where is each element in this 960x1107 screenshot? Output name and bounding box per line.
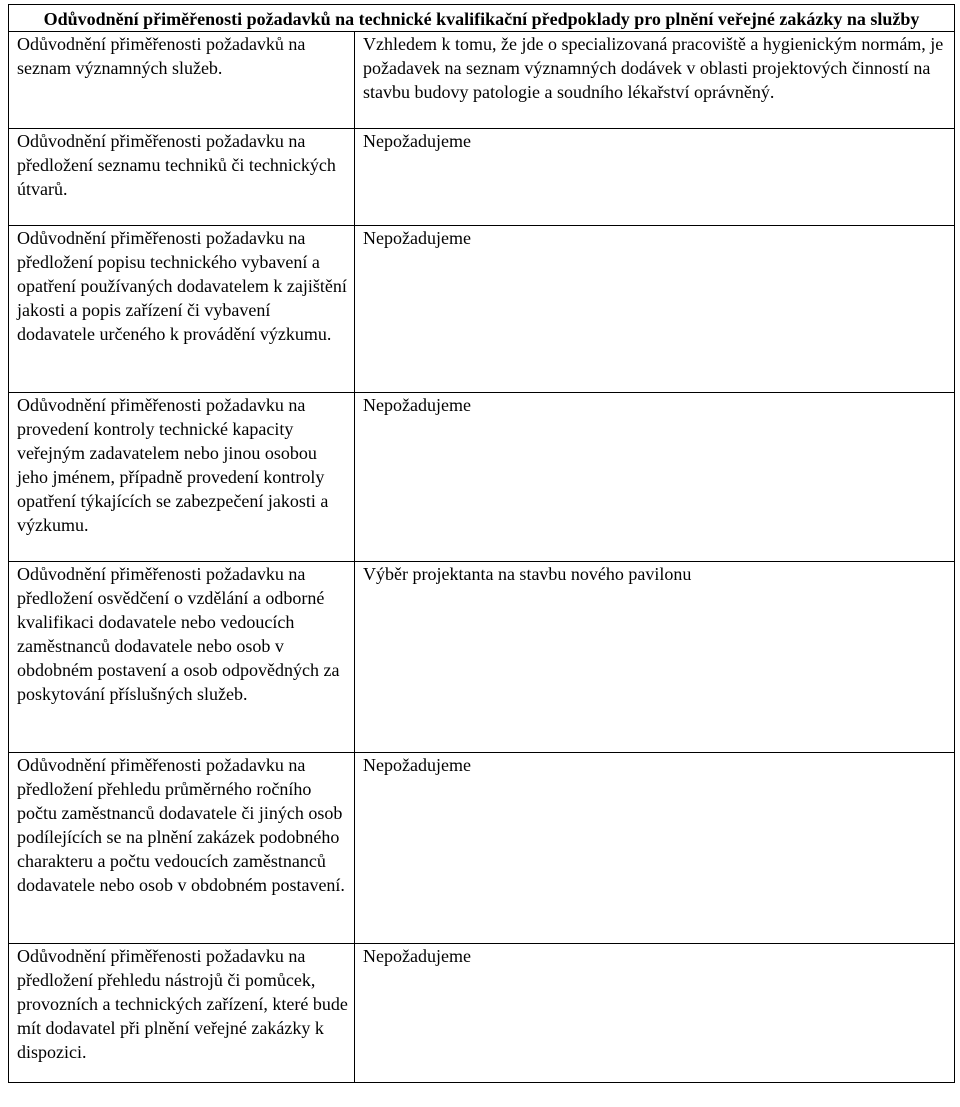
justification-label: Odůvodnění přiměřenosti požadavku na předložení seznamu techniků či technických útvarů. [9, 129, 355, 226]
table-row [9, 226, 955, 393]
justification-value: Nepožadujeme [355, 753, 955, 944]
justification-label: Odůvodnění přiměřenosti požadavku na předložení popisu technického vybavení a opatření používaných dodavatelem k zajištění jakosti a popis zařízení či vybavení dodavatele určeného k provádění výzkumu. [9, 226, 355, 393]
justification-label: Odůvodnění přiměřenosti požadavku na předložení osvědčení o vzdělání a odborné kvalifikaci dodavatele nebo vedoucích zaměstnanců dodavatele nebo osob v obdobném postavení a osob odpovědných za poskytování příslušných služeb. [9, 562, 355, 753]
justification-label: Odůvodnění přiměřenosti požadavků na seznam významných služeb. [9, 32, 355, 129]
justification-value: Nepožadujeme [355, 393, 955, 562]
justification-value: Nepožadujeme [355, 129, 955, 226]
justification-value: Nepožadujeme [355, 226, 955, 393]
justification-label: Odůvodnění přiměřenosti požadavku na provedení kontroly technické kapacity veřejným zadavatelem nebo jinou osobou jeho jménem, případně provedení kontroly opatření týkajících se zabezpečení jakosti a výzkumu. [9, 393, 355, 562]
table-row [9, 32, 955, 129]
table-row [9, 562, 955, 753]
title-row [9, 5, 955, 32]
table-row [9, 944, 955, 1083]
justification-label: Odůvodnění přiměřenosti požadavku na předložení přehledu průměrného ročního počtu zaměstnanců dodavatele či jiných osob podílejících se na plnění zakázek podobného charakteru a počtu vedoucích zaměstnanců dodavatele nebo osob v obdobném postavení. [9, 753, 355, 944]
requirements-table [8, 4, 955, 1083]
justification-value: Nepožadujeme [355, 944, 955, 1083]
table-row [9, 393, 955, 562]
justification-label: Odůvodnění přiměřenosti požadavku na předložení přehledu nástrojů či pomůcek, provozních a technických zařízení, které bude mít dodavatel při plnění veřejné zakázky k dispozici. [9, 944, 355, 1083]
table-row [9, 753, 955, 944]
table-row [9, 129, 955, 226]
justification-value: Výběr projektanta na stavbu nového pavilonu [355, 562, 955, 753]
table-title: Odůvodnění přiměřenosti požadavků na technické kvalifikační předpoklady pro plnění veřejné zakázky na služby [9, 5, 955, 32]
justification-value: Vzhledem k tomu, že jde o specializovaná pracoviště a hygienickým normám, je požadavek na seznam významných dodávek v oblasti projektových činností na stavbu budovy patologie a soudního lékařství oprávněný. [355, 32, 955, 129]
